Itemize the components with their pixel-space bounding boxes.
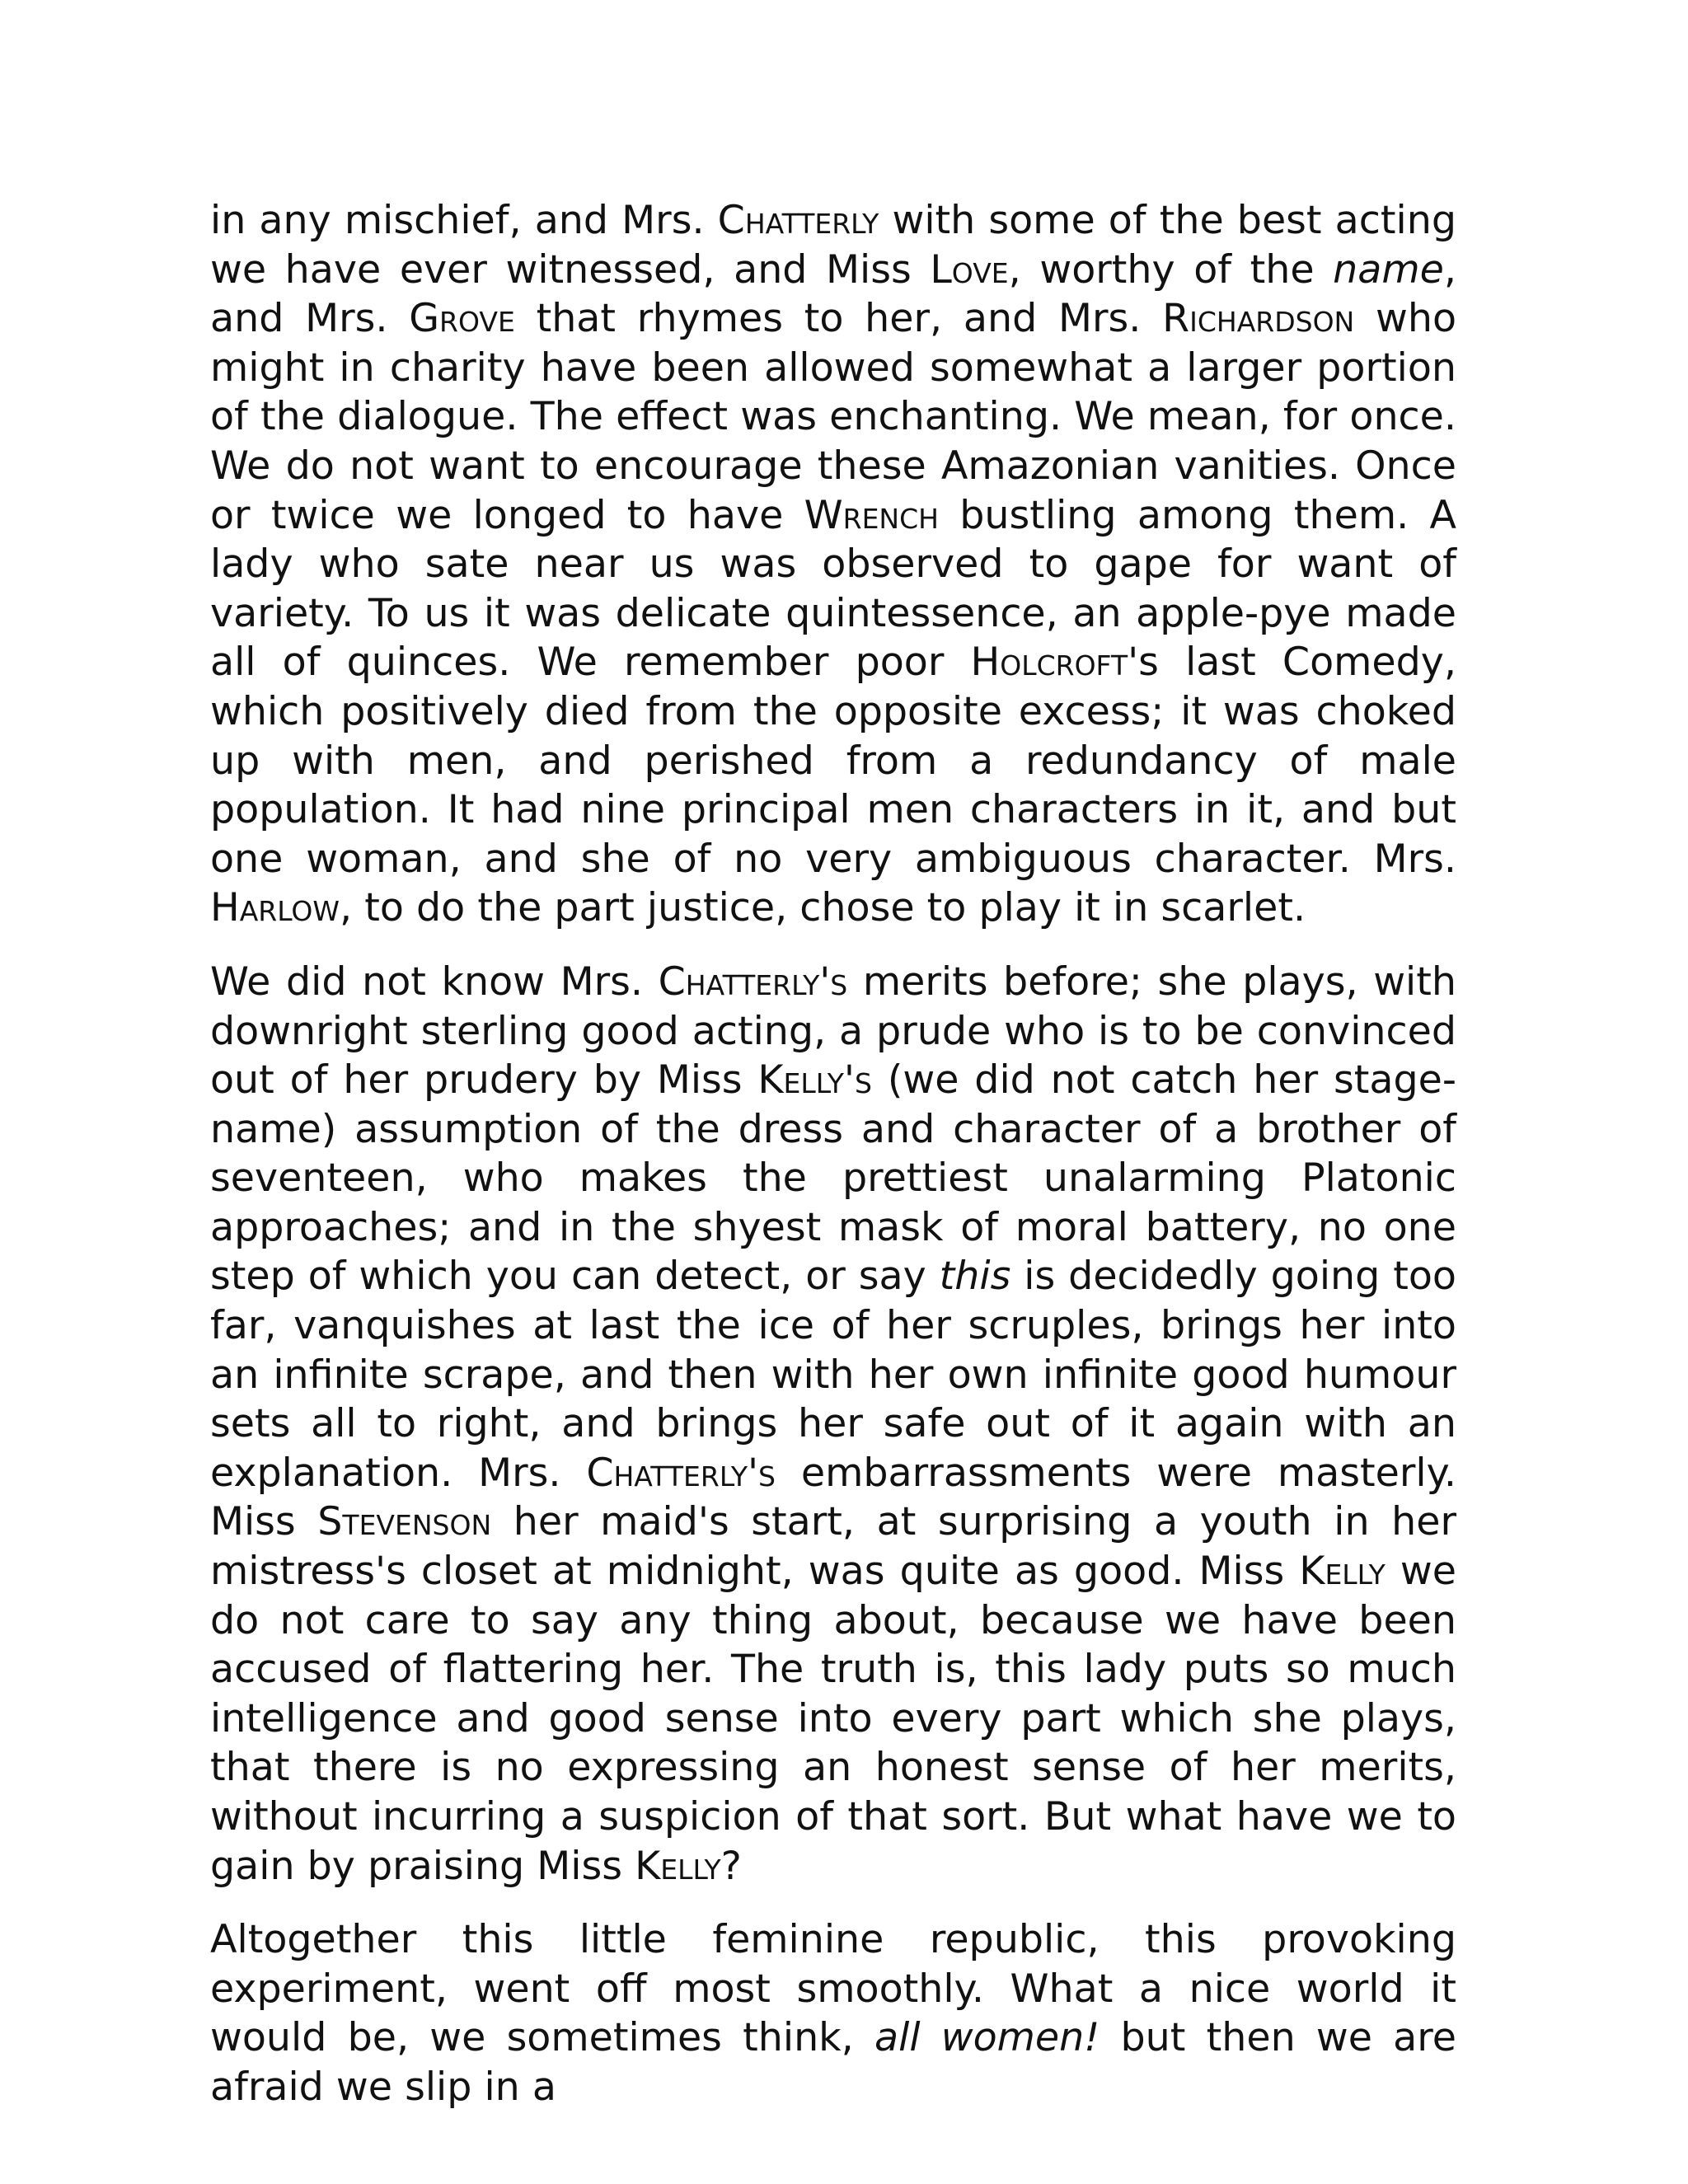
small-caps-name: Kelly's bbox=[757, 1057, 872, 1104]
paragraph-2 bbox=[210, 958, 1456, 1891]
small-caps-name: Stevenson bbox=[317, 1499, 492, 1545]
text-run: (we did not catch her stage-name) assumption of the dress and character of a brother of seventeen, who makes the prettiest unalarming Platonic approaches; and in the shyest mask of moral battery, no one step of which you can detect, or say bbox=[210, 1057, 1456, 1300]
text-run: with some of the best acting we have ever witnessed, and Miss bbox=[210, 198, 1456, 293]
text-run: who might in charity have been allowed somewhat a larger portion of the dialogue. The effect was enchanting. We mean, for once. We do not want to encourage these Amazonian vanities. Once or twice we longed to have bbox=[210, 296, 1457, 538]
italic-text: name bbox=[1333, 246, 1444, 293]
text-run: 's last Comedy, which positively died from the opposite excess; it was choked up with men, and perished from a redundancy of male population. It had nine principal men characters in it, and but one woman, and she of no very ambiguous character. Mrs. bbox=[210, 640, 1456, 882]
small-caps-name: Kelly bbox=[1299, 1549, 1386, 1595]
text-run: , and Mrs. bbox=[210, 246, 1456, 342]
small-caps-name: Chatterly's bbox=[658, 958, 848, 1005]
text-run: merits before; she plays, with downright sterling good acting, a prude who is to be convinced out of her prudery by Miss bbox=[210, 958, 1456, 1104]
small-caps-name: Kelly bbox=[635, 1843, 721, 1889]
text-run: in any mischief, and Mrs. bbox=[210, 198, 718, 243]
small-caps-name: Chatterly's bbox=[586, 1450, 776, 1496]
paragraph-3 bbox=[210, 1915, 1456, 2111]
text-run: ? bbox=[720, 1843, 742, 1889]
text-run: that rhymes to her, and Mrs. bbox=[514, 296, 1163, 342]
text-run: we do not care to say any thing about, because we have been accused of flattering her. The truth is, this lady puts so much intelligence and good sense into every part which she plays, that there is no expressing an honest sense of her merits, without incurring a suspicion of that sort. But what have we to gain by praising Miss bbox=[210, 1549, 1457, 1889]
small-caps-name: Holcroft bbox=[970, 640, 1128, 686]
italic-text: this bbox=[939, 1254, 1011, 1300]
text-run: , worthy of the bbox=[1008, 246, 1334, 293]
text-run: but then we are afraid we slip in a bbox=[210, 2015, 1456, 2110]
page-body bbox=[210, 196, 1456, 2137]
text-run: , to do the part justice, chose to play it in scarlet. bbox=[340, 885, 1306, 931]
small-caps-name: Richardson bbox=[1162, 296, 1355, 342]
small-caps-name: Chatterly bbox=[717, 198, 879, 243]
text-run: embarrassments were masterly. Miss bbox=[210, 1450, 1457, 1545]
small-caps-name: Harlow bbox=[210, 885, 340, 931]
small-caps-name: Love bbox=[930, 246, 1009, 293]
small-caps-name: Wrench bbox=[804, 492, 939, 538]
text-run: is decidedly going too far, vanquishes at last the ice of her scruples, brings her into an infinite scrape, and then with her own infinite good humour sets all to right, and brings her safe out of it again with an explanation. Mrs. bbox=[210, 1254, 1456, 1496]
text-run: We did not know Mrs. bbox=[210, 958, 659, 1005]
text-run: bustling among them. A lady who sate near us was observed to gape for want of variety. To us it was delicate quintessence, an apple-pye made all of quinces. We remember poor bbox=[210, 492, 1457, 686]
text-run: Altogether this little feminine republic, this provoking experiment, went off most smoothly. What a nice world it would be, we sometimes think, bbox=[210, 1917, 1456, 2061]
paragraph-1 bbox=[210, 196, 1456, 933]
small-caps-name: Grove bbox=[409, 296, 515, 342]
text-run: her maid's start, at surprising a youth in her mistress's closet at midnight, was quite as good. Miss bbox=[210, 1499, 1456, 1595]
italic-text: all women! bbox=[874, 2015, 1100, 2061]
